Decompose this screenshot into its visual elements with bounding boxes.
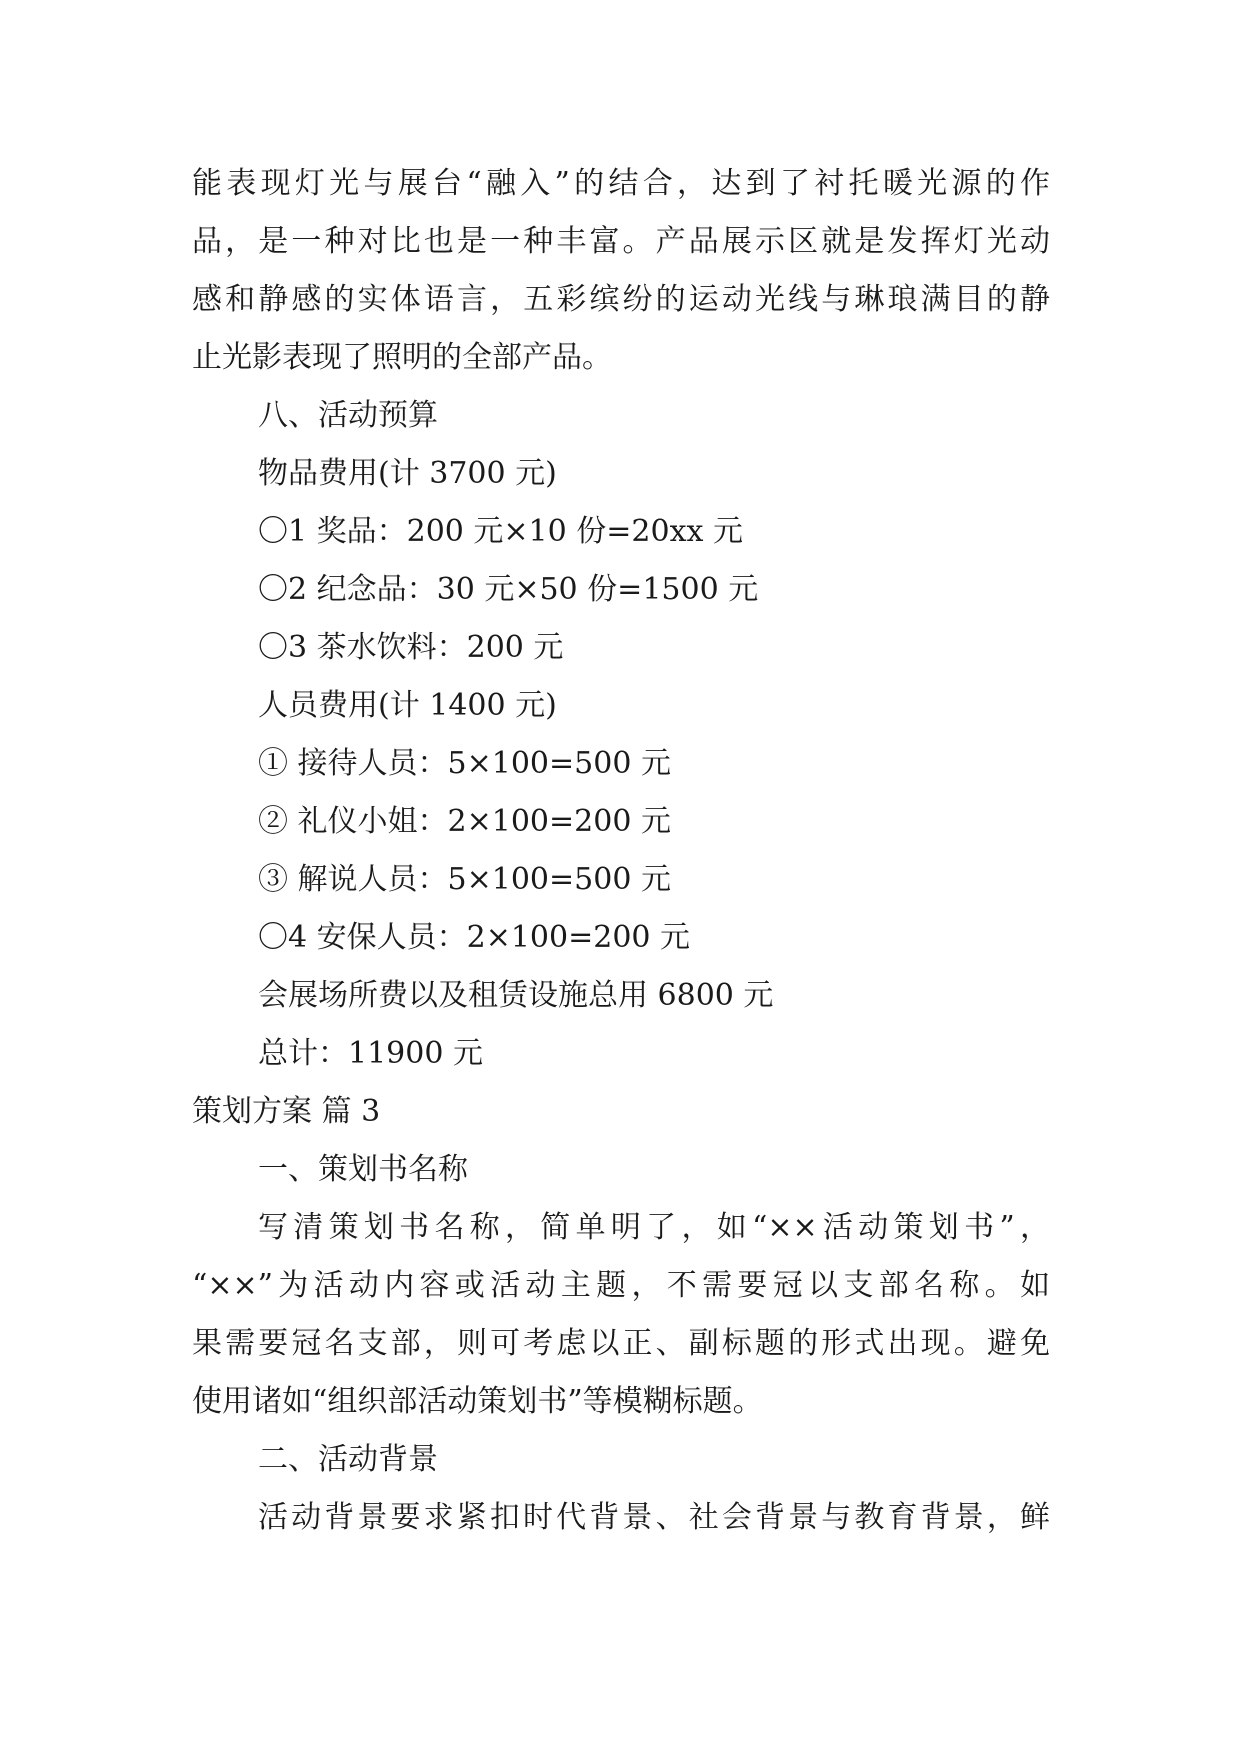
section-heading: 二、活动背景 xyxy=(258,1442,438,1477)
budget-item: ② 礼仪小姐：2×100=200 元 xyxy=(258,804,671,839)
paragraph-line: 止光影表现了照明的全部产品。 xyxy=(192,340,612,375)
paragraph-line: 果需要冠名支部，则可考虑以正、副标题的形式出现。避免 xyxy=(192,1326,1050,1361)
article-title: 策划方案 篇 3 xyxy=(192,1094,381,1129)
section-heading: 八、活动预算 xyxy=(258,398,438,433)
budget-subheading: 人员费用(计 1400 元) xyxy=(258,688,557,723)
budget-item: 〇2 纪念品：30 元×50 份=1500 元 xyxy=(258,572,759,607)
budget-item: 会展场所费以及租赁设施总用 6800 元 xyxy=(258,978,774,1013)
paragraph-line: 活动背景要求紧扣时代背景、社会背景与教育背景，鲜 xyxy=(258,1500,1050,1535)
paragraph-line: 能表现灯光与展台“融入”的结合，达到了衬托暖光源的作 xyxy=(192,166,1050,201)
budget-item: 〇3 茶水饮料：200 元 xyxy=(258,630,564,665)
paragraph-line: 感和静感的实体语言，五彩缤纷的运动光线与琳琅满目的静 xyxy=(192,282,1050,317)
budget-item: 〇4 安保人员：2×100=200 元 xyxy=(258,920,691,955)
budget-item: 〇1 奖品：200 元×10 份=20xx 元 xyxy=(258,514,743,549)
paragraph-line: 品，是一种对比也是一种丰富。产品展示区就是发挥灯光动 xyxy=(192,224,1050,259)
section-heading: 一、策划书名称 xyxy=(258,1152,468,1187)
budget-item: ③ 解说人员：5×100=500 元 xyxy=(258,862,671,897)
paragraph-line: 写清策划书名称，简单明了，如“××活动策划书”， xyxy=(258,1210,1050,1245)
paragraph-line: “××”为活动内容或活动主题，不需要冠以支部名称。如 xyxy=(192,1268,1050,1303)
budget-item: ① 接待人员：5×100=500 元 xyxy=(258,746,671,781)
budget-total: 总计：11900 元 xyxy=(258,1036,483,1071)
budget-subheading: 物品费用(计 3700 元) xyxy=(258,456,557,491)
paragraph-line: 使用诸如“组织部活动策划书”等模糊标题。 xyxy=(192,1384,763,1419)
